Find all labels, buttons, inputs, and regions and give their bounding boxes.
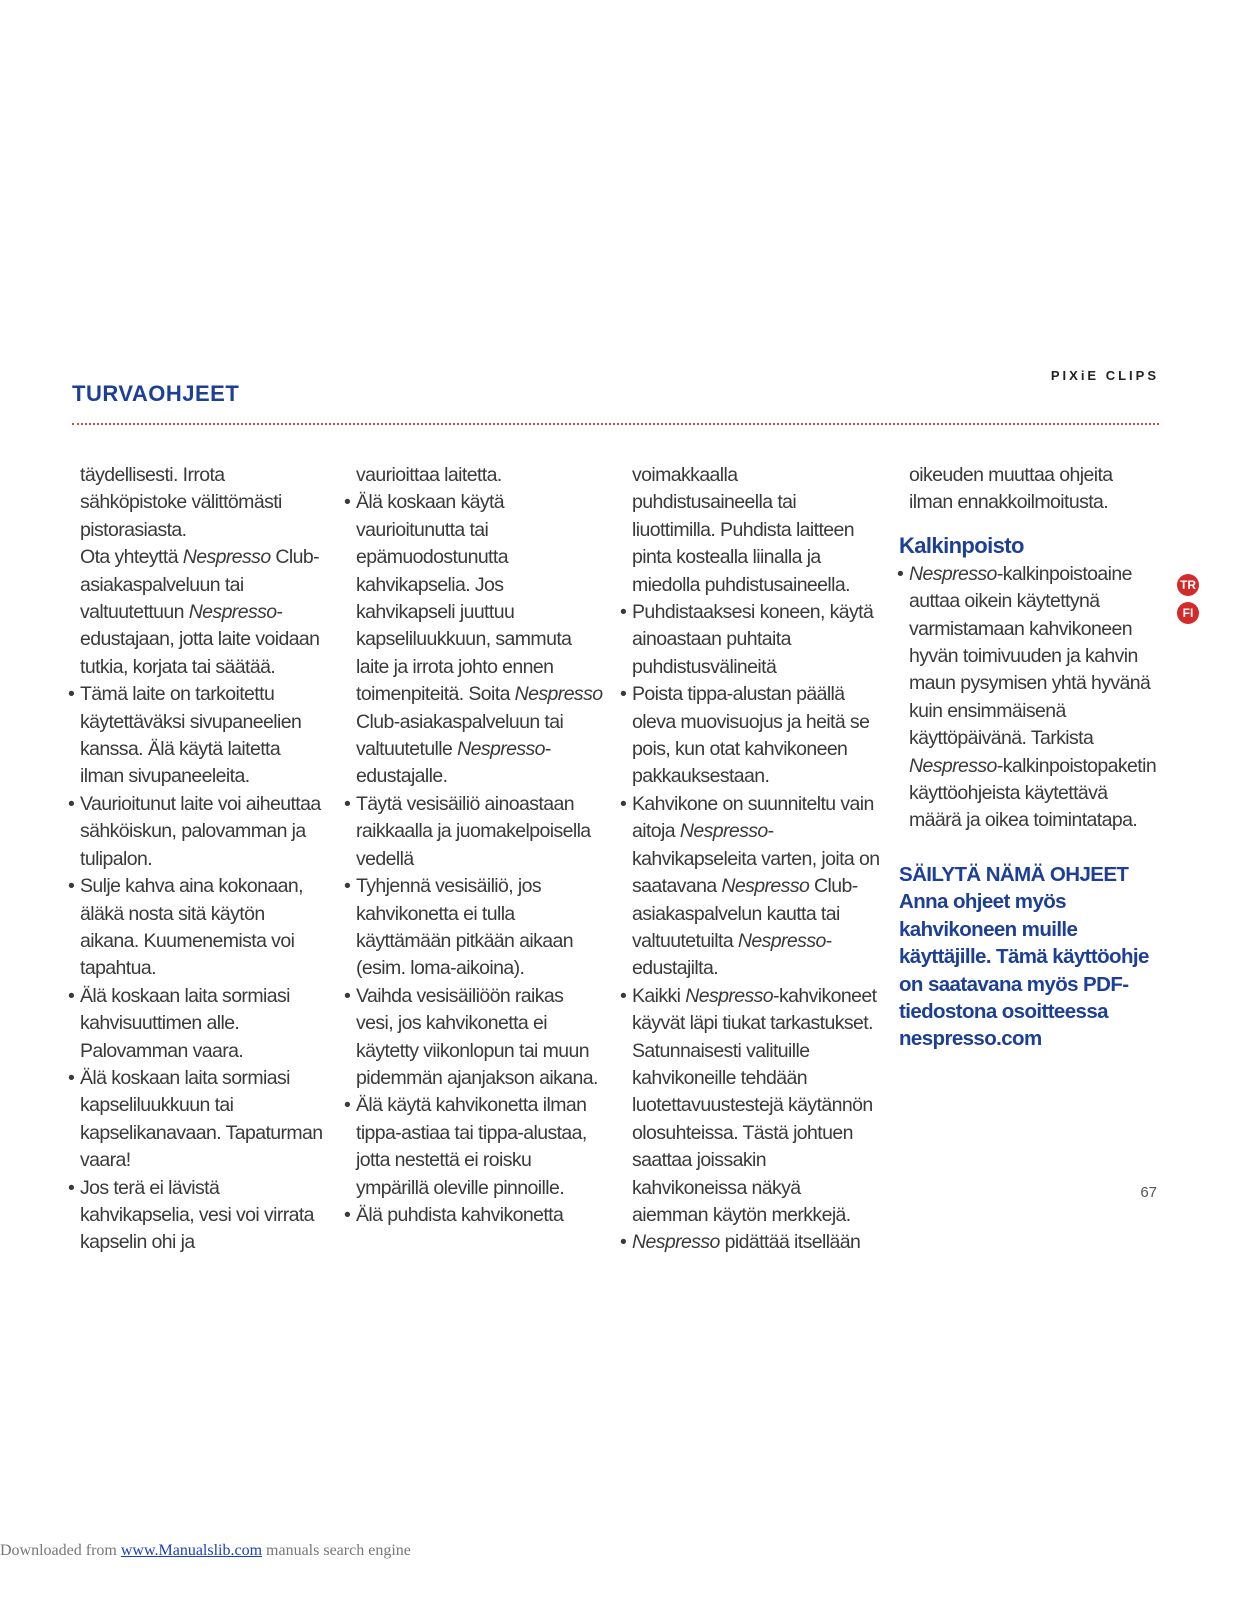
paragraph-text: Club-asiakaspalvelun kautta tai valtuutetuilta	[632, 875, 858, 952]
bullet-item	[618, 1229, 880, 1256]
bullet-item: • Tyhjennä vesisäiliö, jos kahvikonetta ei tulla käyttämään pitkään aikaan (esim. loma-aikoina).	[342, 873, 604, 983]
paragraph-text: -kahvikoneet käyvät läpi tiukat tarkastukset. Satunnaisesti valituille kahvikoneille tehdään luotettavuustestejä käytännön olosuhteissa. Tästä johtuen saattaa joissakin kahvikoneissa näkyä aiemman käytön merkkejä.	[632, 984, 877, 1226]
page-title: TURVAOHJEET	[72, 381, 240, 406]
brand-text: Nespresso	[679, 820, 768, 843]
bullet-item: • Älä koskaan laita sormiasi kahvisuuttimen alle. Palovamman vaara.	[66, 983, 328, 1065]
paragraph-text: Ota yhteyttä	[80, 546, 183, 569]
paragraph-text: -kalkinpoistopaketin käyttöohjeista käytettävä määrä ja oikea toimintatapa.	[909, 754, 1157, 832]
page-number: 67	[1140, 1184, 1157, 1201]
dotted-divider	[72, 423, 1159, 425]
paragraph-text: -edustajalle.	[356, 738, 551, 788]
bullet-item: • Sulje kahva aina kokonaan, äläkä nosta sitä käytön aikana. Kuumenemista voi tapahtua.	[66, 873, 328, 983]
paragraph-text: pidättää itsellään	[719, 1231, 861, 1254]
paragraph: vaurioittaa laitetta.	[356, 464, 502, 486]
paragraph-text: -edustajilta.	[632, 929, 832, 980]
brand-logo: PIXiE CLIPS	[1050, 368, 1159, 383]
brand-text: Nespresso	[514, 683, 603, 706]
paragraph-text: Kaikki	[632, 984, 686, 1007]
paragraph-text: Älä koskaan käytä vaurioitunutta tai epämuodostunutta kahvikapselia. Jos kahvikapseli juuttuu kapseliluukkuun, sammuta laite ja irrota johto ennen toimenpiteitä. Soita	[356, 491, 572, 706]
subheading-descaling: Kalkinpoisto	[899, 532, 1024, 558]
brand-text: Nespresso	[721, 875, 810, 898]
brand-text: Nespresso	[909, 562, 997, 585]
paragraph-text: -kalkinpoistoaine auttaa oikein käytettynä varmistamaan kahvikoneen hyvän toimivuuden ja kahvin maun pysymisen yhtä hyvänä kuin ensimmäisenä käyttöpäivänä. Tarkista	[909, 562, 1151, 750]
bullet-item	[618, 983, 880, 1230]
bullet-item	[895, 561, 1157, 835]
bullet-item	[342, 489, 604, 790]
language-tab-fi[interactable]: FI	[1177, 602, 1199, 624]
text-column-2	[342, 462, 604, 1229]
footer-prefix: Downloaded from	[0, 1542, 121, 1559]
language-tab-tr[interactable]: TR	[1177, 574, 1199, 596]
manualslib-link[interactable]: www.Manualslib.com	[120, 1542, 263, 1559]
paragraph	[66, 462, 328, 681]
bullet-item: • Puhdistaaksesi koneen, käytä ainoastaan puhtaita puhdistusvälineitä	[618, 599, 880, 681]
text-column-3	[618, 462, 880, 1257]
brand-text: Nespresso	[737, 929, 826, 952]
brand-text: Nespresso	[457, 738, 545, 761]
bullet-item: • Täytä vesisäiliö ainoastaan raikkaalla ja juomakelpoisella vedellä	[342, 791, 604, 873]
bullet-item: • Älä koskaan laita sormiasi kapseliluukkuun tai kapselikanavaan. Tapaturman vaara!	[66, 1065, 328, 1175]
download-footer	[0, 1542, 411, 1560]
text-column-4	[895, 462, 1157, 1053]
paragraph-text: -kahvikapseleita varten, joita on saatavana	[632, 820, 880, 898]
bullet-item: • Vaihda vesisäiliöön raikas vesi, jos kahvikonetta ei käytetty viikonlopun tai muun pidemmän ajanjakson aikana.	[342, 983, 604, 1093]
bullet-item: • Poista tippa-alustan päällä oleva muovisuojus ja heitä se pois, kun otat kahvikoneen pakkauksestaan.	[618, 681, 880, 791]
paragraph-text: Kahvikone on suunniteltu vain aitoja	[632, 792, 874, 843]
paragraph-text: Club-asiakaspalveluun tai valtuutetulle	[356, 710, 564, 761]
save-instructions-notice: SÄILYTÄ NÄMÄ OHJEET Anna ohjeet myös kahvikoneen muille käyttäjille. Tämä käyttöohje on saatavana myös PDF-tiedostona osoitteessa nespresso.com	[899, 862, 1149, 1051]
bullet-item: • Tämä laite on tarkoitettu käytettäväksi sivupaneelien kanssa. Älä käytä laitetta ilman sivupaneeleita.	[66, 681, 328, 791]
paragraph: oikeuden muuttaa ohjeita ilman ennakkoilmoitusta.	[909, 464, 1113, 514]
brand-text: Nespresso	[685, 984, 774, 1007]
bullet-item	[618, 791, 880, 983]
bullet-item: • Vaurioitunut laite voi aiheuttaa sähköiskun, palovamman ja tulipalon.	[66, 791, 328, 873]
bullet-item: • Älä käytä kahvikonetta ilman tippa-astiaa tai tippa-alustaa, jotta nestettä ei roisku ympärillä oleville pinnoille.	[342, 1092, 604, 1202]
paragraph-text: -edustajaan, jotta laite voidaan tutkia, korjata tai säätää.	[80, 601, 320, 678]
footer-suffix: manuals search engine	[262, 1542, 411, 1559]
brand-text: Nespresso	[188, 601, 277, 624]
paragraph-text: täydellisesti. Irrota sähköpistoke välittömästi pistorasiasta.	[80, 464, 282, 541]
bullet-item: • Älä puhdista kahvikonetta	[342, 1202, 604, 1229]
paragraph: voimakkaalla puhdistusaineella tai liuottimilla. Puhdista laitteen pinta kostealla liinalla ja miedolla puhdistusaineella.	[632, 464, 855, 596]
brand-text: Nespresso	[909, 754, 997, 777]
brand-text: Nespresso	[182, 546, 271, 569]
brand-text: Nespresso	[632, 1231, 720, 1254]
bullet-item: • Jos terä ei lävistä kahvikapselia, vesi voi virrata kapselin ohi ja	[66, 1175, 328, 1257]
text-column-1	[66, 462, 328, 1257]
paragraph-text: Club-asiakaspalveluun tai valtuutettuun	[80, 546, 319, 624]
